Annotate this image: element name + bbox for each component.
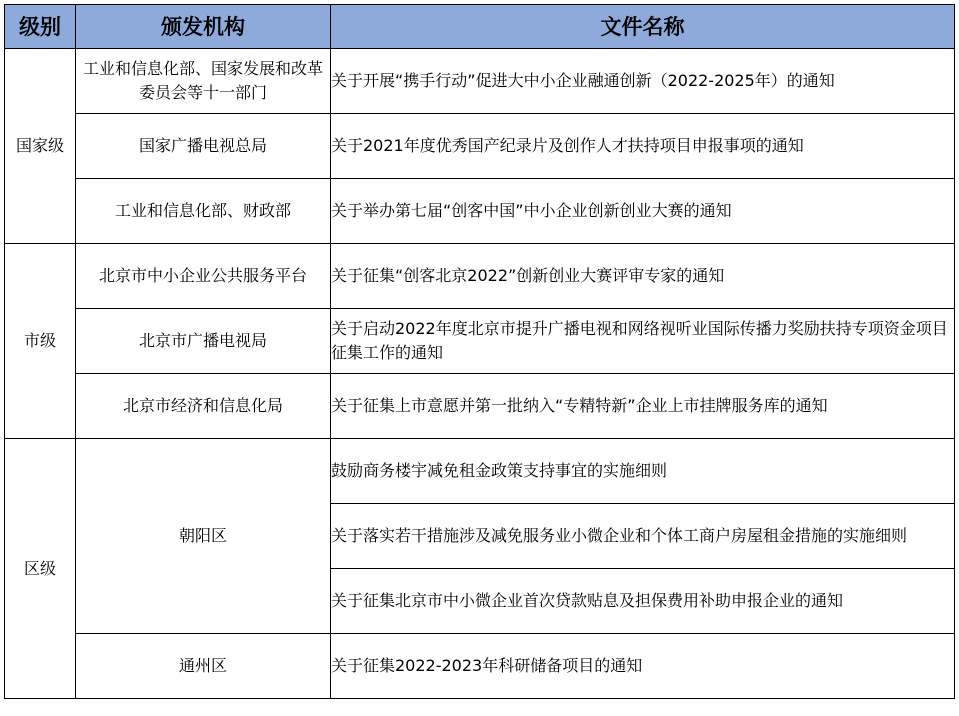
doc-cell[interactable]: 关于开展“携手行动”促进大中小企业融通创新（2022-2025年）的通知	[331, 49, 955, 114]
doc-cell[interactable]: 关于启动2022年度北京市提升广播电视和网络视听业国际传播力奖励扶持专项资金项目征集工作的通知	[331, 309, 955, 374]
org-cell[interactable]: 国家广播电视总局	[76, 114, 331, 179]
org-cell[interactable]: 北京市中小企业公共服务平台	[76, 244, 331, 309]
level-cell-municipal[interactable]: 市级	[5, 244, 76, 439]
header-doc[interactable]: 文件名称	[331, 5, 955, 49]
doc-cell[interactable]: 关于征集北京市中小微企业首次贷款贴息及担保费用补助申报企业的通知	[331, 569, 955, 634]
header-row	[5, 5, 955, 49]
doc-cell[interactable]: 关于征集上市意愿并第一批纳入“专精特新”企业上市挂牌服务库的通知	[331, 374, 955, 439]
table-row	[5, 634, 955, 699]
table-row	[5, 49, 955, 114]
header-level[interactable]: 级别	[5, 5, 76, 49]
doc-cell[interactable]: 关于举办第七届“创客中国”中小企业创新创业大赛的通知	[331, 179, 955, 244]
table-row	[5, 439, 955, 504]
level-cell-national[interactable]: 国家级	[5, 49, 76, 244]
org-cell-tongzhou[interactable]: 通州区	[76, 634, 331, 699]
org-cell[interactable]: 北京市广播电视局	[76, 309, 331, 374]
org-cell[interactable]: 工业和信息化部、国家发展和改革委员会等十一部门	[76, 49, 331, 114]
doc-cell[interactable]: 关于2021年度优秀国产纪录片及创作人才扶持项目申报事项的通知	[331, 114, 955, 179]
doc-cell[interactable]: 关于征集“创客北京2022”创新创业大赛评审专家的通知	[331, 244, 955, 309]
table-row	[5, 114, 955, 179]
org-cell[interactable]: 北京市经济和信息化局	[76, 374, 331, 439]
policy-table	[4, 4, 955, 699]
level-cell-district[interactable]: 区级	[5, 439, 76, 699]
table-row	[5, 374, 955, 439]
org-cell[interactable]: 工业和信息化部、财政部	[76, 179, 331, 244]
doc-cell[interactable]: 鼓励商务楼宇减免租金政策支持事宜的实施细则	[331, 439, 955, 504]
header-org[interactable]: 颁发机构	[76, 5, 331, 49]
doc-cell[interactable]: 关于落实若干措施涉及减免服务业小微企业和个体工商户房屋租金措施的实施细则	[331, 504, 955, 569]
table-row	[5, 309, 955, 374]
table-row	[5, 244, 955, 309]
org-cell-chaoyang[interactable]: 朝阳区	[76, 439, 331, 634]
doc-cell[interactable]: 关于征集2022-2023年科研储备项目的通知	[331, 634, 955, 699]
table-row	[5, 179, 955, 244]
